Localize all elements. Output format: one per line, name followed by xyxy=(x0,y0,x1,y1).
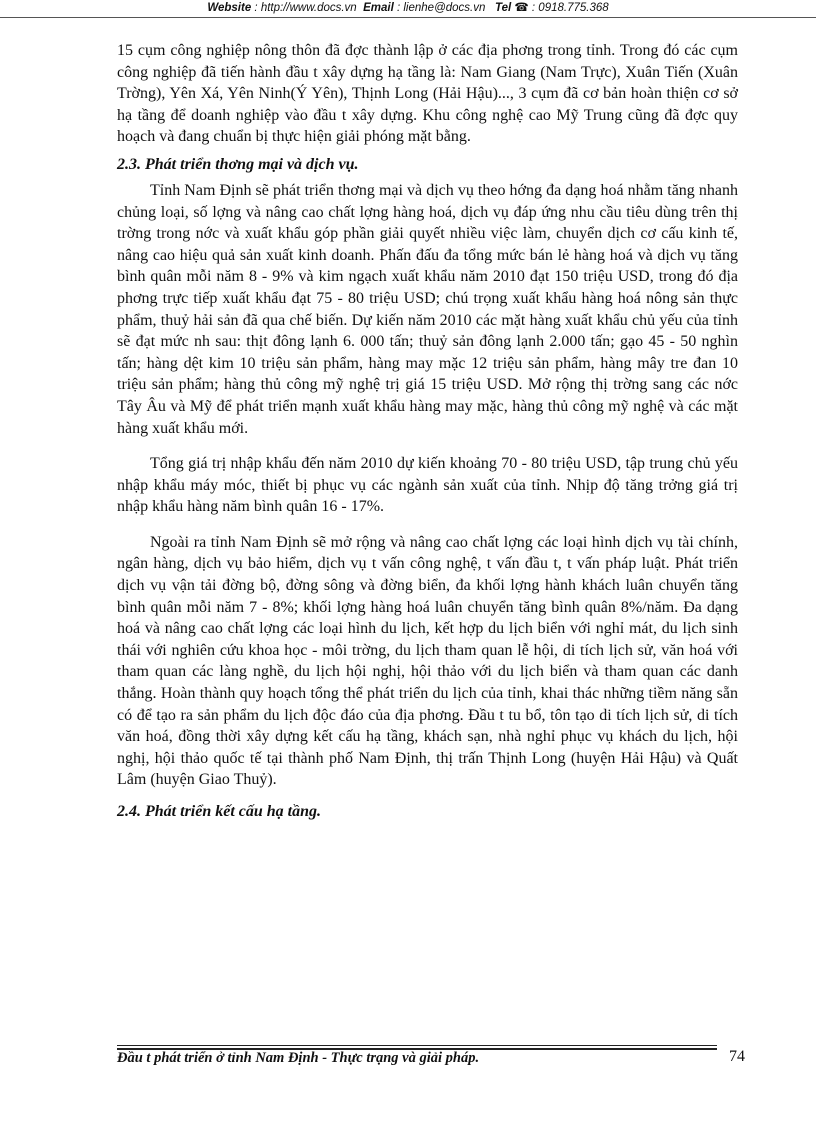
footer-divider xyxy=(117,1045,717,1046)
email-value[interactable]: lienhe@docs.vn xyxy=(403,2,486,14)
page-body xyxy=(117,40,738,827)
website-value[interactable]: http://www.docs.vn xyxy=(260,2,357,14)
tel-value: 0918.775.368 xyxy=(538,2,609,14)
section-heading-2-4: 2.4. Phát triển kết cấu hạ tầng. xyxy=(117,803,322,820)
website-label: Website xyxy=(207,2,252,14)
paragraph-1: 15 cụm công nghiệp nông thôn đã đợc thành lập ở các địa phơng trong tỉnh. Trong đó các cụm công nghiệp đã tiến hành đầu t xây dựng hạ tầng là: Nam Giang (Nam Trực), Xuân Tiến (Xuân Trờng), Yên Xá, Yên Ninh(Ý Yên), Thịnh Long (Hải Hậu)..., 3 cụm đã cơ bản hoàn thiện cơ sở hạ tầng để doanh nghiệp vào đầu t xây dựng. Khu công nghệ cao Mỹ Trung cũng đã đợc quy hoạch và đang chuẩn bị thực hiện giải phóng mặt bằng. xyxy=(117,42,738,146)
page-number: 74 xyxy=(729,1048,745,1065)
footer-title: Đầu t phát triển ở tỉnh Nam Định - Thực trạng và giải pháp. xyxy=(117,1050,480,1066)
section-heading-2-3: 2.3. Phát triển thơng mại và dịch vụ. xyxy=(117,155,359,173)
paragraph-3: Tổng giá trị nhập khẩu đến năm 2010 dự kiến khoảng 70 - 80 triệu USD, tập trung chủ yếu nhập khẩu máy móc, thiết bị phục vụ các ngành sản xuất của tỉnh. Nhịp độ tăng trởng giá trị nhập khẩu hàng năm bình quân 16 - 17%. xyxy=(117,455,738,516)
header-divider xyxy=(0,17,816,18)
paragraph-2: Tỉnh Nam Định sẽ phát triển thơng mại và dịch vụ theo hớng đa dạng hoá nhằm tăng nhanh chủng loại, số lợng và nâng cao chất lợng hàng hoá, dịch vụ đáp ứng nhu cầu tiêu dùng trên thị trờng trong nớc và xuất khẩu góp phần giải quyết nhiều việc làm, chuyển dịch cơ cấu kinh tế, nâng cao hiệu quả sản xuất kinh doanh. Phấn đấu đa tổng mức bán lẻ hàng hoá và dịch vụ tăng bình quân mỗi năm 8 - 9% và kim ngạch xuất khẩu năm 2010 đạt 150 triệu USD, trong đó địa phơng trực tiếp xuất khẩu đạt 75 - 80 triệu USD; chú trọng xuất khẩu hàng hoá nông sản thực phẩm, thuỷ hải sản đã qua chế biến. Dự kiến năm 2010 các mặt hàng xuất khẩu chủ yếu của tỉnh sẽ đạt mức nh sau: thịt đông lạnh 6. 000 tấn; thuỷ sản đông lạnh 2.000 tấn; gạo 45 - 50 nghìn tấn; hàng dệt kim 10 triệu sản phẩm, hàng may mặc 12 triệu sản phẩm, hàng mây tre đan 10 triệu sản phẩm; hàng thủ công mỹ nghệ trị giá 15 triệu USD. Mở rộng thị trờng sang các nớc Tây Âu và Mỹ để phát triển mạnh xuất khẩu hàng may mặc, hàng thủ công mỹ nghệ và các mặt hàng xuất khẩu mới. xyxy=(117,181,738,437)
paragraph-4: Ngoài ra tỉnh Nam Định sẽ mở rộng và nâng cao chất lợng các loại hình dịch vụ tài chính, ngân hàng, dịch vụ bảo hiểm, dịch vụ t vấn công nghệ, t vấn đầu t, t vấn pháp luật. Phát triển dịch vụ vận tải đờng bộ, đờng sông và đờng biển, đa khối lợng hành khách luân chuyển tăng bình quân mỗi năm 7 - 8%; khối lợng hàng hoá luân chuyển tăng bình quân 8%/năm. Đa dạng hoá và nâng cao chất lợng các loại hình du lịch, kết hợp du lịch biển với nghỉ mát, du lịch sinh thái với nghiên cứu khoa học - môi trờng, du lịch tham quan lễ hội, di tích lịch sử, văn hoá với tham quan các làng nghề, du lịch hội nghị, hội thảo với du lịch biển và tham quan các danh thắng. Hoàn thành quy hoạch tổng thể phát triển du lịch của tỉnh, khai thác những tiềm năng sẵn có để tạo ra sản phẩm du lịch độc đáo của địa phơng. Đầu t tu bổ, tôn tạo di tích lịch sử, di tích văn hoá, đồng thời xây dựng kết cấu hạ tầng, khách sạn, nhà nghỉ phục vụ khách du lịch, hội nghị, hội thảo quốc tế tại thành phố Nam Định, thị trấn Thịnh Long (huyện Hải Hậu) và Quất Lâm (huyện Giao Thuỷ). xyxy=(117,533,738,789)
phone-icon: ☎ xyxy=(514,2,529,14)
email-label: Email xyxy=(363,2,394,14)
tel-label: Tel xyxy=(494,2,512,14)
page-header: Website : http://www.docs.vn Email : lienhe@docs.vn Tel ☎ : 0918.775.368 xyxy=(207,2,609,14)
